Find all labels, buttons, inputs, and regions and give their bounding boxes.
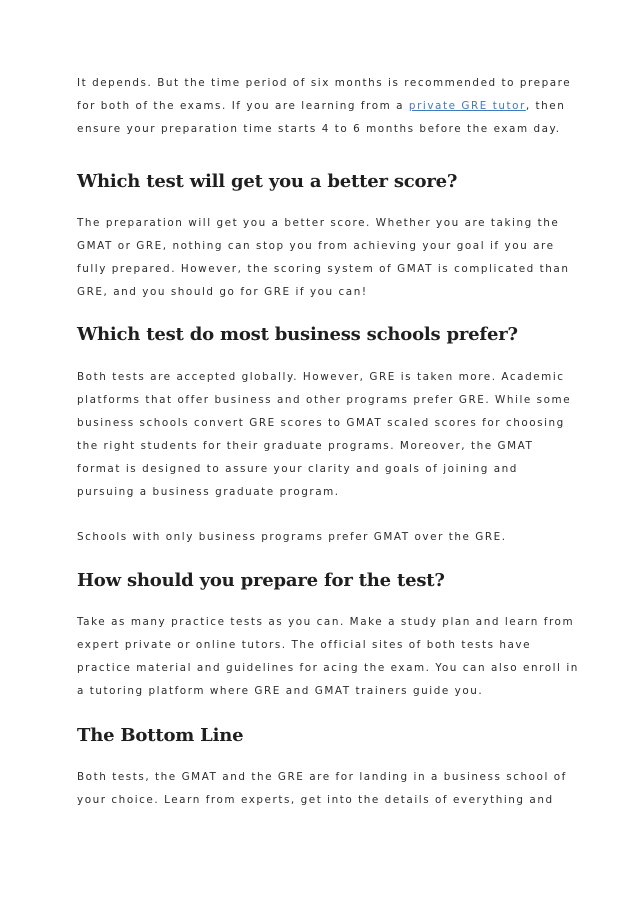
intro-paragraph	[77, 72, 571, 141]
better-score-line-1: The preparation will get you a better score. Whether you are taking the	[77, 217, 560, 229]
bottom-line-paragraph	[77, 766, 567, 812]
intro-line-1: It depends. But the time period of six months is recommended to prepare	[77, 77, 572, 89]
schools-prefer-line-6: pursuing a business graduate program.	[77, 486, 340, 498]
heading-schools-prefer: Which test do most business schools prefer?	[77, 324, 518, 345]
bottom-line-line-1: Both tests, the GMAT and the GRE are for landing in a business school of	[77, 771, 567, 783]
heading-better-score: Which test will get you a better score?	[77, 171, 458, 192]
heading-prepare: How should you prepare for the test?	[77, 570, 445, 591]
intro-line-2-text: for both of the exams. If you are learning from a	[77, 100, 409, 112]
schools-prefer-line-2: platforms that offer business and other programs prefer GRE. While some	[77, 394, 572, 406]
prepare-line-2: expert private or online tutors. The official sites of both tests have	[77, 639, 532, 651]
bottom-line-line-2: your choice. Learn from experts, get into the details of everything and	[77, 794, 554, 806]
prepare-line-4: a tutoring platform where GRE and GMAT trainers guide you.	[77, 685, 484, 697]
better-score-line-3: fully prepared. However, the scoring system of GMAT is complicated than	[77, 263, 570, 275]
private-gre-tutor-link[interactable]: private GRE tutor	[408, 100, 526, 112]
schools-prefer-paragraph	[77, 366, 571, 504]
schools-prefer-line-1: Both tests are accepted globally. However, GRE is taken more. Academic	[77, 371, 565, 383]
intro-line-3: ensure your preparation time starts 4 to 6 months before the exam day.	[77, 123, 561, 135]
prepare-line-3: practice material and guidelines for acing the exam. You can also enroll in	[77, 662, 579, 674]
schools-prefer-extra	[77, 526, 507, 549]
better-score-line-2: GMAT or GRE, nothing can stop you from achieving your goal if you are	[77, 240, 555, 252]
schools-prefer-extra-line: Schools with only business programs prefer GMAT over the GRE.	[77, 531, 507, 543]
prepare-paragraph	[77, 611, 579, 703]
schools-prefer-line-4: the right students for their graduate programs. Moreover, the GMAT	[77, 440, 534, 452]
better-score-line-4: GRE, and you should go for GRE if you can!	[77, 286, 368, 298]
intro-line-2-tail: , then	[525, 100, 566, 112]
prepare-line-1: Take as many practice tests as you can. Make a study plan and learn from	[77, 616, 575, 628]
intro-line-2	[77, 95, 571, 118]
heading-bottom-line: The Bottom Line	[77, 725, 244, 746]
better-score-paragraph	[77, 212, 570, 304]
schools-prefer-line-5: format is designed to assure your clarity and goals of joining and	[77, 463, 518, 475]
schools-prefer-line-3: business schools convert GRE scores to GMAT scaled scores for choosing	[77, 417, 565, 429]
